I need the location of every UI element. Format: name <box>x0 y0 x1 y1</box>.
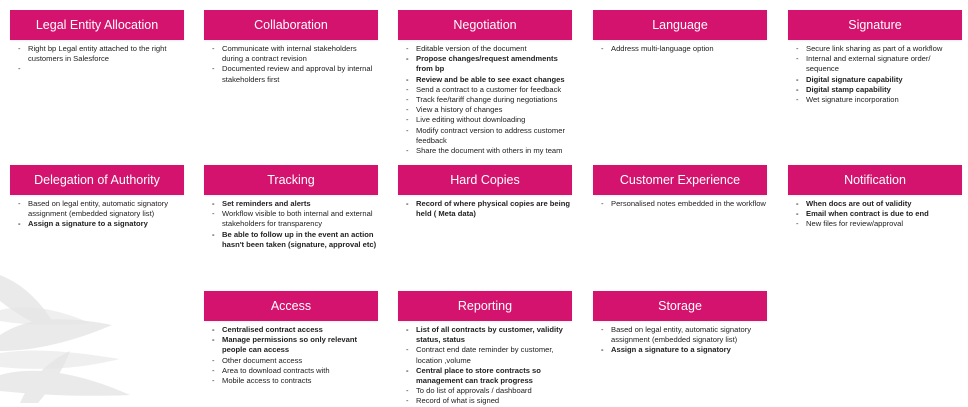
bullet-item: - Mobile access to contracts <box>210 376 378 386</box>
card-title: Delegation of Authority <box>10 165 184 195</box>
card-title: Storage <box>593 291 767 321</box>
bullet-item: - Editable version of the document <box>404 44 572 54</box>
bullet-list <box>204 199 378 250</box>
card-title: Legal Entity Allocation <box>10 10 184 40</box>
card-customer-experience <box>593 165 767 209</box>
bullet-item: - Digital signature capability <box>794 75 962 85</box>
bullet-item: - Record of what is signed <box>404 396 572 406</box>
card-title: Hard Copies <box>398 165 572 195</box>
card-access <box>204 291 378 386</box>
card-signature <box>788 10 962 105</box>
petal-decoration-icon <box>0 255 140 403</box>
bullet-item: - Email when contract is due to end <box>794 209 962 219</box>
bullet-list <box>398 199 572 219</box>
bullet-list <box>398 325 572 407</box>
bullet-list <box>788 44 962 105</box>
bullet-item: - Manage permissions so only relevant people can access <box>210 335 378 355</box>
card-title: Negotiation <box>398 10 572 40</box>
card-title: Notification <box>788 165 962 195</box>
bullet-list <box>10 199 184 230</box>
bullet-item: - List of all contracts by customer, validity status, status <box>404 325 572 345</box>
bullet-item: - Other document access <box>210 356 378 366</box>
bullet-list <box>204 44 378 85</box>
bullet-item: - Review and be able to see exact changes <box>404 75 572 85</box>
card-title: Tracking <box>204 165 378 195</box>
card-notification <box>788 165 962 230</box>
bullet-item: - When docs are out of validity <box>794 199 962 209</box>
bullet-item: - Track fee/tariff change during negotiations <box>404 95 572 105</box>
bullet-item: - Centralised contract access <box>210 325 378 335</box>
bullet-list <box>204 325 378 386</box>
card-reporting <box>398 291 572 407</box>
bullet-item: - New files for review/approval <box>794 219 962 229</box>
card-title: Customer Experience <box>593 165 767 195</box>
bullet-item: - Modify contract version to address customer feedback <box>404 126 572 146</box>
card-title: Collaboration <box>204 10 378 40</box>
bullet-item: - Area to download contracts with <box>210 366 378 376</box>
bullet-item: - Record of where physical copies are being held ( Meta data) <box>404 199 572 219</box>
bullet-item: - Assign a signature to a signatory <box>16 219 184 229</box>
bullet-list <box>398 44 572 156</box>
bullet-item: - Internal and external signature order/ sequence <box>794 54 962 74</box>
bullet-item: - Live editing without downloading <box>404 115 572 125</box>
bullet-item: - Address multi-language option <box>599 44 767 54</box>
card-title: Access <box>204 291 378 321</box>
card-title: Reporting <box>398 291 572 321</box>
bullet-item: - Personalised notes embedded in the workflow <box>599 199 767 209</box>
bullet-item: - Based on legal entity, automatic signatory assignment (embedded signatory list) <box>599 325 767 345</box>
bullet-list <box>593 44 767 54</box>
bullet-item: - Wet signature incorporation <box>794 95 962 105</box>
card-tracking <box>204 165 378 250</box>
bullet-item: - Workflow visible to both internal and external stakeholders for transparency <box>210 209 378 229</box>
card-title: Signature <box>788 10 962 40</box>
card-legal-entity-allocation <box>10 10 184 64</box>
card-collaboration <box>204 10 378 85</box>
card-delegation-of-authority <box>10 165 184 230</box>
bullet-item: - Contract end date reminder by customer, location ,volume <box>404 345 572 365</box>
bullet-item: - Assign a signature to a signatory <box>599 345 767 355</box>
bullet-list <box>593 199 767 209</box>
bullet-list <box>788 199 962 230</box>
bullet-item: - View a history of changes <box>404 105 572 115</box>
bullet-item: - Share the document with others in my team <box>404 146 572 156</box>
bullet-item: - Secure link sharing as part of a workflow <box>794 44 962 54</box>
bullet-item: - Communicate with internal stakeholders during a contract revision <box>210 44 378 64</box>
bullet-list <box>10 44 184 64</box>
bullet-item: - Digital stamp capability <box>794 85 962 95</box>
card-title: Language <box>593 10 767 40</box>
bullet-item: - Documented review and approval by internal stakeholders first <box>210 64 378 84</box>
bullet-item: - Right bp Legal entity attached to the right customers in Salesforce <box>16 44 184 64</box>
bullet-item: - To do list of approvals / dashboard <box>404 386 572 396</box>
bullet-item: - Set reminders and alerts <box>210 199 378 209</box>
card-storage <box>593 291 767 356</box>
card-hard-copies <box>398 165 572 219</box>
bullet-item: - Propose changes/request amendments from bp <box>404 54 572 74</box>
bullet-item: - Send a contract to a customer for feedback <box>404 85 572 95</box>
bullet-item: - Be able to follow up in the event an action hasn't been taken (signature, approval etc) <box>210 230 378 250</box>
card-negotiation <box>398 10 572 156</box>
card-language <box>593 10 767 54</box>
bullet-item: - Central place to store contracts so management can track progress <box>404 366 572 386</box>
bullet-item: - Based on legal entity, automatic signatory assignment (embedded signatory list) <box>16 199 184 219</box>
bullet-list <box>593 325 767 356</box>
